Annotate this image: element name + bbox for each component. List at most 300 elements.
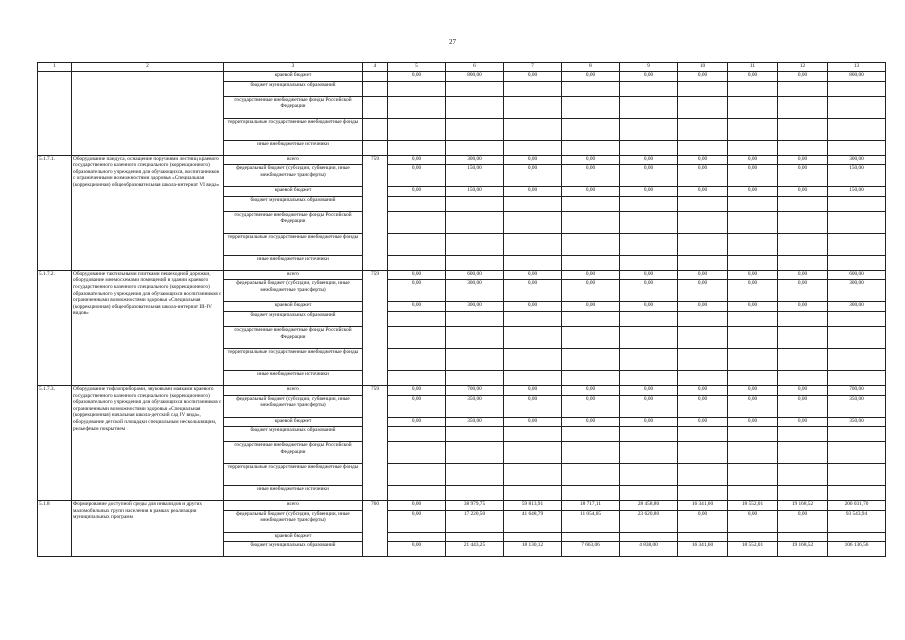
value-cell	[778, 140, 828, 155]
column-header: 4	[363, 63, 388, 72]
value-cell	[778, 464, 828, 486]
funding-source: федеральный бюджет (субсидии, субвенции, иные межбюджетные трансферты)	[224, 395, 363, 417]
value-cell: 19 168,52	[778, 501, 828, 511]
grbs-code: 760	[363, 501, 388, 557]
value-cell: 0,00	[388, 501, 446, 511]
value-cell: 0,00	[778, 165, 828, 187]
value-cell: 0,00	[728, 155, 778, 165]
value-cell: 350,00	[828, 395, 886, 417]
value-cell: 800,00	[446, 72, 504, 82]
value-cell: 0,00	[620, 302, 678, 312]
value-cell: 0,00	[728, 395, 778, 417]
value-cell: 150,00	[828, 165, 886, 187]
value-cell: 0,00	[562, 302, 620, 312]
value-cell: 0,00	[504, 417, 562, 427]
value-cell	[828, 81, 886, 96]
value-cell	[728, 311, 778, 326]
funding-source: федеральный бюджет (субсидии, субвенции, иные межбюджетные трансферты)	[224, 165, 363, 187]
funding-source: федеральный бюджет (субсидии, субвенции, иные межбюджетные трансферты)	[224, 510, 363, 532]
value-cell	[562, 311, 620, 326]
value-cell	[446, 427, 504, 442]
value-cell	[678, 532, 728, 542]
value-cell	[388, 326, 446, 348]
funding-source: иные внебюджетные источники	[224, 486, 363, 501]
grbs-cell	[363, 81, 388, 96]
page-number: 27	[449, 38, 456, 46]
value-cell: 28 458,80	[620, 501, 678, 511]
value-cell	[446, 196, 504, 211]
value-cell	[678, 233, 728, 255]
value-cell: 19 168,52	[778, 542, 828, 557]
value-cell: 600,00	[446, 270, 504, 280]
value-cell: 0,00	[388, 395, 446, 417]
value-cell	[728, 96, 778, 118]
value-cell	[778, 311, 828, 326]
funding-source: бюджет муниципальных образований	[224, 311, 363, 326]
value-cell	[828, 255, 886, 270]
value-cell: 106 136,56	[828, 542, 886, 557]
column-header: 10	[678, 63, 728, 72]
value-cell	[562, 486, 620, 501]
value-cell: 21 443,25	[446, 542, 504, 557]
code-cell	[38, 72, 72, 156]
value-cell	[446, 348, 504, 370]
value-cell	[728, 427, 778, 442]
value-cell	[504, 81, 562, 96]
value-cell: 0,00	[620, 270, 678, 280]
value-cell	[562, 370, 620, 385]
value-cell	[446, 255, 504, 270]
value-cell: 0,00	[678, 165, 728, 187]
value-cell	[778, 370, 828, 385]
column-header: 5	[388, 63, 446, 72]
value-cell	[446, 464, 504, 486]
value-cell	[678, 211, 728, 233]
funding-source: государственные внебюджетные фонды Российской Федерации	[224, 442, 363, 464]
column-header: 3	[224, 63, 363, 72]
grbs-code: 759	[363, 385, 388, 500]
value-cell	[778, 96, 828, 118]
measure-name: Формирование доступной среды для инвалидов и других маломобильных групп населения в рамках реализации муниципальных программ	[72, 501, 224, 557]
column-header: 9	[620, 63, 678, 72]
value-cell	[828, 532, 886, 542]
value-cell	[562, 348, 620, 370]
value-cell	[828, 486, 886, 501]
value-cell: 0,00	[620, 187, 678, 197]
funding-source: всего	[224, 501, 363, 511]
value-cell	[388, 427, 446, 442]
value-cell	[562, 233, 620, 255]
value-cell	[678, 255, 728, 270]
value-cell	[678, 370, 728, 385]
value-cell: 16 341,60	[678, 501, 728, 511]
value-cell: 0,00	[620, 417, 678, 427]
value-cell	[504, 211, 562, 233]
value-cell: 0,00	[728, 270, 778, 280]
measure-code: 5.1.7.2.	[38, 270, 72, 385]
value-cell	[778, 196, 828, 211]
value-cell	[562, 96, 620, 118]
value-cell	[678, 486, 728, 501]
value-cell	[828, 211, 886, 233]
value-cell: 0,00	[778, 385, 828, 395]
funding-source: территориальные государственные внебюджетные фонды	[224, 118, 363, 140]
value-cell	[562, 196, 620, 211]
value-cell	[678, 348, 728, 370]
value-cell	[562, 140, 620, 155]
value-cell: 0,00	[778, 72, 828, 82]
value-cell	[388, 255, 446, 270]
value-cell	[620, 140, 678, 155]
funding-source: бюджет муниципальных образований	[224, 427, 363, 442]
funding-source: всего	[224, 385, 363, 395]
funding-source: территориальные государственные внебюджетные фонды	[224, 233, 363, 255]
value-cell	[504, 464, 562, 486]
value-cell: 41 648,79	[504, 510, 562, 532]
value-cell: 300,00	[828, 302, 886, 312]
funding-source: краевой бюджет	[224, 417, 363, 427]
value-cell	[728, 255, 778, 270]
value-cell	[678, 140, 728, 155]
value-cell	[620, 464, 678, 486]
value-cell	[504, 196, 562, 211]
budget-table	[37, 62, 886, 557]
value-cell: 0,00	[504, 165, 562, 187]
value-cell: 0,00	[504, 385, 562, 395]
value-cell	[388, 233, 446, 255]
value-cell: 0,00	[778, 395, 828, 417]
value-cell: 0,00	[562, 72, 620, 82]
value-cell	[828, 96, 886, 118]
value-cell: 300,00	[446, 302, 504, 312]
value-cell: 0,00	[620, 280, 678, 302]
funding-source: краевой бюджет	[224, 72, 363, 82]
value-cell	[828, 464, 886, 486]
value-cell	[388, 81, 446, 96]
funding-source: бюджет муниципальных образований	[224, 81, 363, 96]
value-cell: 0,00	[562, 155, 620, 165]
value-cell	[504, 326, 562, 348]
value-cell: 0,00	[562, 280, 620, 302]
value-cell	[620, 427, 678, 442]
funding-source: краевой бюджет	[224, 532, 363, 542]
value-cell	[620, 211, 678, 233]
value-cell	[388, 486, 446, 501]
measure-name: Оборудование тифлоприборами, звуковыми маяками краевого государственного казенного специального (коррекционного) образовательного учреждения для обучающихся воспитанников с ограниченными возможностями здоровья «Специальная (коррекционная) начальная школа-детский сад IV вида», оборудование детской площадки специальным несколькзящим, рельефным покрытием	[72, 385, 224, 500]
value-cell	[620, 532, 678, 542]
value-cell	[728, 233, 778, 255]
value-cell	[504, 427, 562, 442]
value-cell	[728, 348, 778, 370]
value-cell	[828, 326, 886, 348]
measure-code: 5.1.8	[38, 501, 72, 557]
value-cell	[562, 442, 620, 464]
value-cell: 0,00	[504, 280, 562, 302]
value-cell: 0,00	[678, 302, 728, 312]
value-cell	[562, 464, 620, 486]
value-cell: 0,00	[678, 280, 728, 302]
column-header: 11	[728, 63, 778, 72]
value-cell: 0,00	[778, 280, 828, 302]
value-cell: 0,00	[562, 395, 620, 417]
value-cell	[562, 255, 620, 270]
value-cell: 0,00	[504, 187, 562, 197]
value-cell: 0,00	[678, 72, 728, 82]
value-cell: 0,00	[678, 155, 728, 165]
value-cell: 0,00	[728, 72, 778, 82]
value-cell: 0,00	[678, 187, 728, 197]
value-cell	[678, 464, 728, 486]
value-cell	[388, 211, 446, 233]
value-cell: 0,00	[388, 155, 446, 165]
table-row	[38, 72, 886, 82]
grbs-cell	[363, 96, 388, 118]
value-cell	[778, 326, 828, 348]
value-cell	[388, 532, 446, 542]
table-row	[38, 155, 886, 165]
value-cell: 350,00	[446, 417, 504, 427]
value-cell: 0,00	[388, 417, 446, 427]
grbs-cell	[363, 140, 388, 155]
value-cell	[562, 211, 620, 233]
value-cell: 0,00	[562, 270, 620, 280]
value-cell: 59 813,91	[504, 501, 562, 511]
measure-code: 5.1.7.1.	[38, 155, 72, 270]
value-cell: 0,00	[620, 72, 678, 82]
value-cell	[446, 211, 504, 233]
value-cell: 200 031,70	[828, 501, 886, 511]
value-cell: 0,00	[728, 165, 778, 187]
value-cell: 700,00	[828, 385, 886, 395]
value-cell: 150,00	[446, 165, 504, 187]
column-header: 1	[38, 63, 72, 72]
value-cell	[562, 427, 620, 442]
value-cell: 350,00	[828, 417, 886, 427]
value-cell	[446, 532, 504, 542]
value-cell: 93 543,94	[828, 510, 886, 532]
column-header: 8	[562, 63, 620, 72]
value-cell	[388, 442, 446, 464]
value-cell: 150,00	[828, 187, 886, 197]
value-cell	[778, 255, 828, 270]
value-cell: 150,00	[446, 187, 504, 197]
value-cell	[828, 118, 886, 140]
value-cell	[504, 233, 562, 255]
value-cell: 11 054,05	[562, 510, 620, 532]
table-row	[38, 501, 886, 511]
value-cell: 0,00	[678, 385, 728, 395]
value-cell: 0,00	[678, 510, 728, 532]
value-cell: 0,00	[728, 417, 778, 427]
funding-source: бюджет муниципальных образований	[224, 542, 363, 557]
value-cell	[620, 196, 678, 211]
funding-source: территориальные государственные внебюджетные фонды	[224, 348, 363, 370]
value-cell	[728, 464, 778, 486]
value-cell	[728, 486, 778, 501]
value-cell	[562, 326, 620, 348]
value-cell	[446, 326, 504, 348]
value-cell: 23 620,80	[620, 510, 678, 532]
value-cell: 0,00	[562, 165, 620, 187]
value-cell	[504, 255, 562, 270]
value-cell	[678, 311, 728, 326]
grbs-cell	[363, 72, 388, 82]
value-cell: 0,00	[728, 510, 778, 532]
value-cell: 0,00	[620, 395, 678, 417]
measure-name: Оборудование тактильными плитками пешеходной дорожки, оборудование мнемосхемами помещений в здании краевого государственного казенного специального (коррекционного) образовательного учреждения для обучающихся воспитанников с ограниченными возможностями здоровья «Специальная (коррекционная) общеобразовательная школа-интернат III-IV видов»	[72, 270, 224, 385]
value-cell	[388, 118, 446, 140]
value-cell	[620, 442, 678, 464]
value-cell	[778, 427, 828, 442]
value-cell	[504, 140, 562, 155]
value-cell	[562, 81, 620, 96]
value-cell	[778, 532, 828, 542]
value-cell: 600,00	[828, 270, 886, 280]
value-cell: 0,00	[504, 302, 562, 312]
value-cell: 0,00	[504, 155, 562, 165]
value-cell: 0,00	[778, 187, 828, 197]
value-cell	[678, 427, 728, 442]
funding-source: иные внебюджетные источники	[224, 370, 363, 385]
value-cell: 0,00	[678, 270, 728, 280]
value-cell: 0,00	[728, 187, 778, 197]
value-cell: 0,00	[778, 510, 828, 532]
value-cell: 300,00	[828, 280, 886, 302]
value-cell: 350,00	[446, 395, 504, 417]
value-cell: 0,00	[728, 302, 778, 312]
value-cell	[446, 486, 504, 501]
grbs-code: 759	[363, 270, 388, 385]
value-cell: 0,00	[388, 72, 446, 82]
value-cell	[678, 326, 728, 348]
funding-source: иные внебюджетные источники	[224, 140, 363, 155]
value-cell: 800,00	[828, 72, 886, 82]
value-cell: 7 663,06	[562, 542, 620, 557]
value-cell	[504, 348, 562, 370]
value-cell	[778, 81, 828, 96]
value-cell: 18 130,12	[504, 542, 562, 557]
value-cell: 0,00	[504, 395, 562, 417]
value-cell	[778, 348, 828, 370]
value-cell	[446, 233, 504, 255]
funding-source: государственные внебюджетные фонды Российской Федерации	[224, 326, 363, 348]
funding-source: государственные внебюджетные фонды Российской Федерации	[224, 96, 363, 118]
value-cell	[504, 532, 562, 542]
value-cell	[828, 196, 886, 211]
value-cell	[728, 532, 778, 542]
value-cell	[678, 442, 728, 464]
value-cell: 38 979,75	[446, 501, 504, 511]
value-cell	[678, 81, 728, 96]
value-cell	[728, 196, 778, 211]
value-cell: 0,00	[678, 395, 728, 417]
value-cell	[446, 118, 504, 140]
value-cell: 0,00	[562, 187, 620, 197]
table-row	[38, 270, 886, 280]
value-cell: 0,00	[388, 302, 446, 312]
value-cell	[620, 370, 678, 385]
value-cell: 0,00	[678, 417, 728, 427]
value-cell	[728, 370, 778, 385]
value-cell	[778, 442, 828, 464]
funding-source: всего	[224, 270, 363, 280]
value-cell	[620, 348, 678, 370]
value-cell	[728, 211, 778, 233]
value-cell	[562, 118, 620, 140]
value-cell: 300,00	[446, 155, 504, 165]
funding-source: государственные внебюджетные фонды Российской Федерации	[224, 211, 363, 233]
value-cell: 700,00	[446, 385, 504, 395]
value-cell	[446, 81, 504, 96]
header-row	[38, 63, 886, 72]
value-cell	[620, 118, 678, 140]
funding-source: краевой бюджет	[224, 302, 363, 312]
value-cell: 17 220,50	[446, 510, 504, 532]
value-cell: 0,00	[778, 302, 828, 312]
value-cell	[620, 255, 678, 270]
value-cell	[828, 233, 886, 255]
value-cell	[504, 370, 562, 385]
value-cell	[562, 532, 620, 542]
value-cell	[388, 311, 446, 326]
grbs-code: 759	[363, 155, 388, 270]
value-cell	[620, 311, 678, 326]
funding-source: территориальные государственные внебюджетные фонды	[224, 464, 363, 486]
value-cell	[620, 486, 678, 501]
funding-source: краевой бюджет	[224, 187, 363, 197]
column-header: 7	[504, 63, 562, 72]
value-cell	[504, 311, 562, 326]
value-cell: 0,00	[778, 417, 828, 427]
column-header: 2	[72, 63, 224, 72]
value-cell: 18 717,11	[562, 501, 620, 511]
value-cell: 0,00	[620, 385, 678, 395]
value-cell	[778, 211, 828, 233]
value-cell	[678, 196, 728, 211]
value-cell	[778, 118, 828, 140]
value-cell	[678, 118, 728, 140]
value-cell	[446, 311, 504, 326]
value-cell	[446, 140, 504, 155]
name-cell	[72, 72, 224, 156]
funding-source: бюджет муниципальных образований	[224, 196, 363, 211]
value-cell: 0,00	[388, 542, 446, 557]
grbs-cell	[363, 118, 388, 140]
value-cell: 0,00	[562, 417, 620, 427]
value-cell: 0,00	[778, 155, 828, 165]
value-cell: 0,00	[778, 270, 828, 280]
value-cell: 0,00	[388, 280, 446, 302]
value-cell	[728, 81, 778, 96]
value-cell	[678, 96, 728, 118]
value-cell	[388, 140, 446, 155]
value-cell: 0,00	[562, 385, 620, 395]
value-cell	[388, 348, 446, 370]
column-header: 6	[446, 63, 504, 72]
value-cell	[728, 118, 778, 140]
column-header: 13	[828, 63, 886, 72]
value-cell	[446, 96, 504, 118]
funding-source: иные внебюджетные источники	[224, 255, 363, 270]
value-cell	[504, 118, 562, 140]
value-cell: 0,00	[388, 510, 446, 532]
value-cell: 0,00	[728, 280, 778, 302]
value-cell	[388, 96, 446, 118]
value-cell	[778, 486, 828, 501]
value-cell: 0,00	[388, 385, 446, 395]
value-cell	[388, 370, 446, 385]
value-cell: 300,00	[446, 280, 504, 302]
